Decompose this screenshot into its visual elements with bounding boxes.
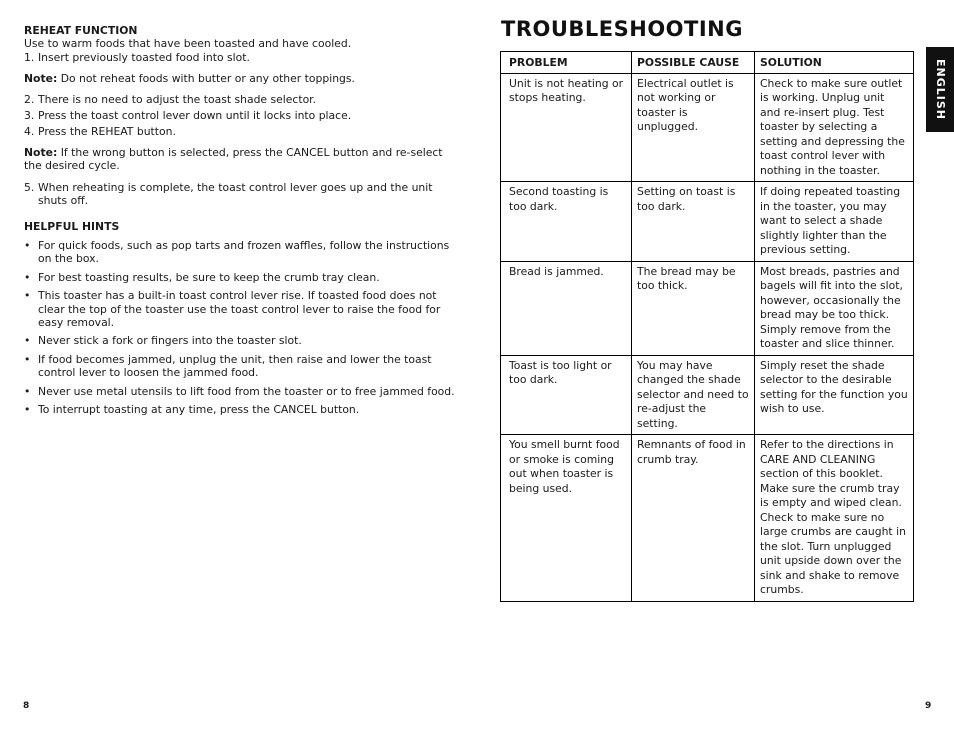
bullet-icon: • bbox=[24, 270, 31, 284]
reheat-step-5 bbox=[24, 181, 460, 208]
header-solution: SOLUTION bbox=[755, 52, 914, 74]
table-row bbox=[501, 435, 914, 602]
bullet-icon: • bbox=[24, 334, 31, 348]
hint-text: To interrupt toasting at any time, press the CANCEL button. bbox=[38, 402, 360, 416]
note-text: If the wrong button is selected, press the CANCEL button and re-select the desired cycle. bbox=[24, 145, 443, 173]
solution-cell: Check to make sure outlet is working. Unplug unit and re-insert plug. Test toaster by selecting a setting and depressing the toast control lever with nothing in the toaster. bbox=[755, 73, 914, 182]
page-number-left: 8 bbox=[23, 701, 30, 711]
problem-cell: Second toasting is too dark. bbox=[501, 182, 632, 262]
step-text: Press the REHEAT button. bbox=[38, 125, 176, 139]
problem-cell: You smell burnt food or smoke is coming out when toaster is being used. bbox=[501, 435, 632, 602]
left-page bbox=[24, 24, 460, 416]
solution-cell: If doing repeated toasting in the toaster, you may want to select a shade slightly lighter than the previous setting. bbox=[755, 182, 914, 262]
step-text: There is no need to adjust the toast shade selector. bbox=[38, 92, 317, 106]
hint-text: Never stick a fork or fingers into the toaster slot. bbox=[38, 334, 302, 348]
hint-text: For quick foods, such as pop tarts and frozen waffles, follow the instructions on the box. bbox=[38, 238, 450, 266]
hint-item bbox=[24, 289, 460, 329]
solution-cell: Most breads, pastries and bagels will fit into the slot, however, occasionally the bread may be too thick. Simply remove from the toaster and slice thinner. bbox=[755, 261, 914, 355]
hint-text: Never use metal utensils to lift food from the toaster or to free jammed food. bbox=[38, 384, 455, 398]
solution-cell: Simply reset the shade selector to the desirable setting for the function you wish to use. bbox=[755, 355, 914, 435]
hint-item bbox=[24, 239, 460, 266]
bullet-icon: • bbox=[24, 238, 31, 252]
note-label: Note: bbox=[24, 72, 58, 86]
language-tab bbox=[926, 47, 954, 132]
page-number-right: 9 bbox=[925, 701, 932, 711]
step-number: 5. bbox=[24, 180, 35, 194]
hint-item bbox=[24, 271, 460, 284]
cause-cell: Electrical outlet is not working or toaster is unplugged. bbox=[632, 73, 755, 182]
table-row bbox=[501, 355, 914, 435]
reheat-intro: Use to warm foods that have been toasted and have cooled. bbox=[24, 37, 352, 51]
language-label: ENGLISH bbox=[933, 59, 947, 120]
reheat-note-1 bbox=[24, 72, 460, 85]
table-header-row bbox=[501, 52, 914, 74]
solution-cell: Refer to the directions in CARE AND CLEANING section of this booklet. Make sure the crumb tray is empty and wiped clean. Check to make sure no large crumbs are caught in the slot. Turn unplugged unit upside down over the sink and shake to remove crumbs. bbox=[755, 435, 914, 602]
hint-item bbox=[24, 385, 460, 398]
cause-cell: Setting on toast is too dark. bbox=[632, 182, 755, 262]
hint-text: For best toasting results, be sure to keep the crumb tray clean. bbox=[38, 270, 380, 284]
step-number: 4. bbox=[24, 125, 35, 139]
hint-item bbox=[24, 334, 460, 347]
cause-cell: The bread may be too thick. bbox=[632, 261, 755, 355]
reheat-step-2 bbox=[24, 93, 460, 106]
table-row bbox=[501, 261, 914, 355]
bullet-icon: • bbox=[24, 289, 31, 303]
step-number: 1. bbox=[24, 50, 35, 64]
helpful-hints-heading: HELPFUL HINTS bbox=[24, 220, 120, 234]
problem-cell: Unit is not heating or stops heating. bbox=[501, 73, 632, 182]
problem-cell: Toast is too light or too dark. bbox=[501, 355, 632, 435]
bullet-icon: • bbox=[24, 402, 31, 416]
note-label: Note: bbox=[24, 145, 58, 159]
reheat-step-3 bbox=[24, 109, 460, 122]
bullet-icon: • bbox=[24, 352, 31, 366]
hint-text: This toaster has a built-in toast control lever rise. If toasted food does not clear the top of the toaster use the toast control lever to raise the food for easy removal. bbox=[38, 289, 441, 329]
reheat-heading: REHEAT FUNCTION bbox=[24, 24, 138, 37]
hint-text: If food becomes jammed, unplug the unit, then raise and lower the toast control lever to loosen the jammed food. bbox=[38, 352, 432, 380]
step-text: When reheating is complete, the toast control lever goes up and the unit shuts off. bbox=[38, 180, 433, 208]
step-number: 3. bbox=[24, 109, 35, 123]
cause-cell: You may have changed the shade selector and need to re-adjust the setting. bbox=[632, 355, 755, 435]
header-problem: PROBLEM bbox=[501, 52, 632, 74]
reheat-step-4 bbox=[24, 125, 460, 138]
table-row bbox=[501, 73, 914, 182]
step-text: Insert previously toasted food into slot. bbox=[38, 50, 250, 64]
troubleshooting-table bbox=[500, 51, 914, 602]
reheat-step-1 bbox=[24, 51, 460, 64]
step-text: Press the toast control lever down until it locks into place. bbox=[38, 109, 352, 123]
cause-cell: Remnants of food in crumb tray. bbox=[632, 435, 755, 602]
header-possible-cause: POSSIBLE CAUSE bbox=[632, 52, 755, 74]
table-row bbox=[501, 182, 914, 262]
hint-item bbox=[24, 353, 460, 380]
problem-cell: Bread is jammed. bbox=[501, 261, 632, 355]
step-number: 2. bbox=[24, 92, 35, 106]
hints-list bbox=[24, 239, 460, 416]
note-text: Do not reheat foods with butter or any other toppings. bbox=[57, 72, 355, 86]
page-title: TROUBLESHOOTING bbox=[501, 17, 743, 41]
bullet-icon: • bbox=[24, 384, 31, 398]
hint-item bbox=[24, 403, 460, 416]
reheat-note-2 bbox=[24, 146, 460, 173]
